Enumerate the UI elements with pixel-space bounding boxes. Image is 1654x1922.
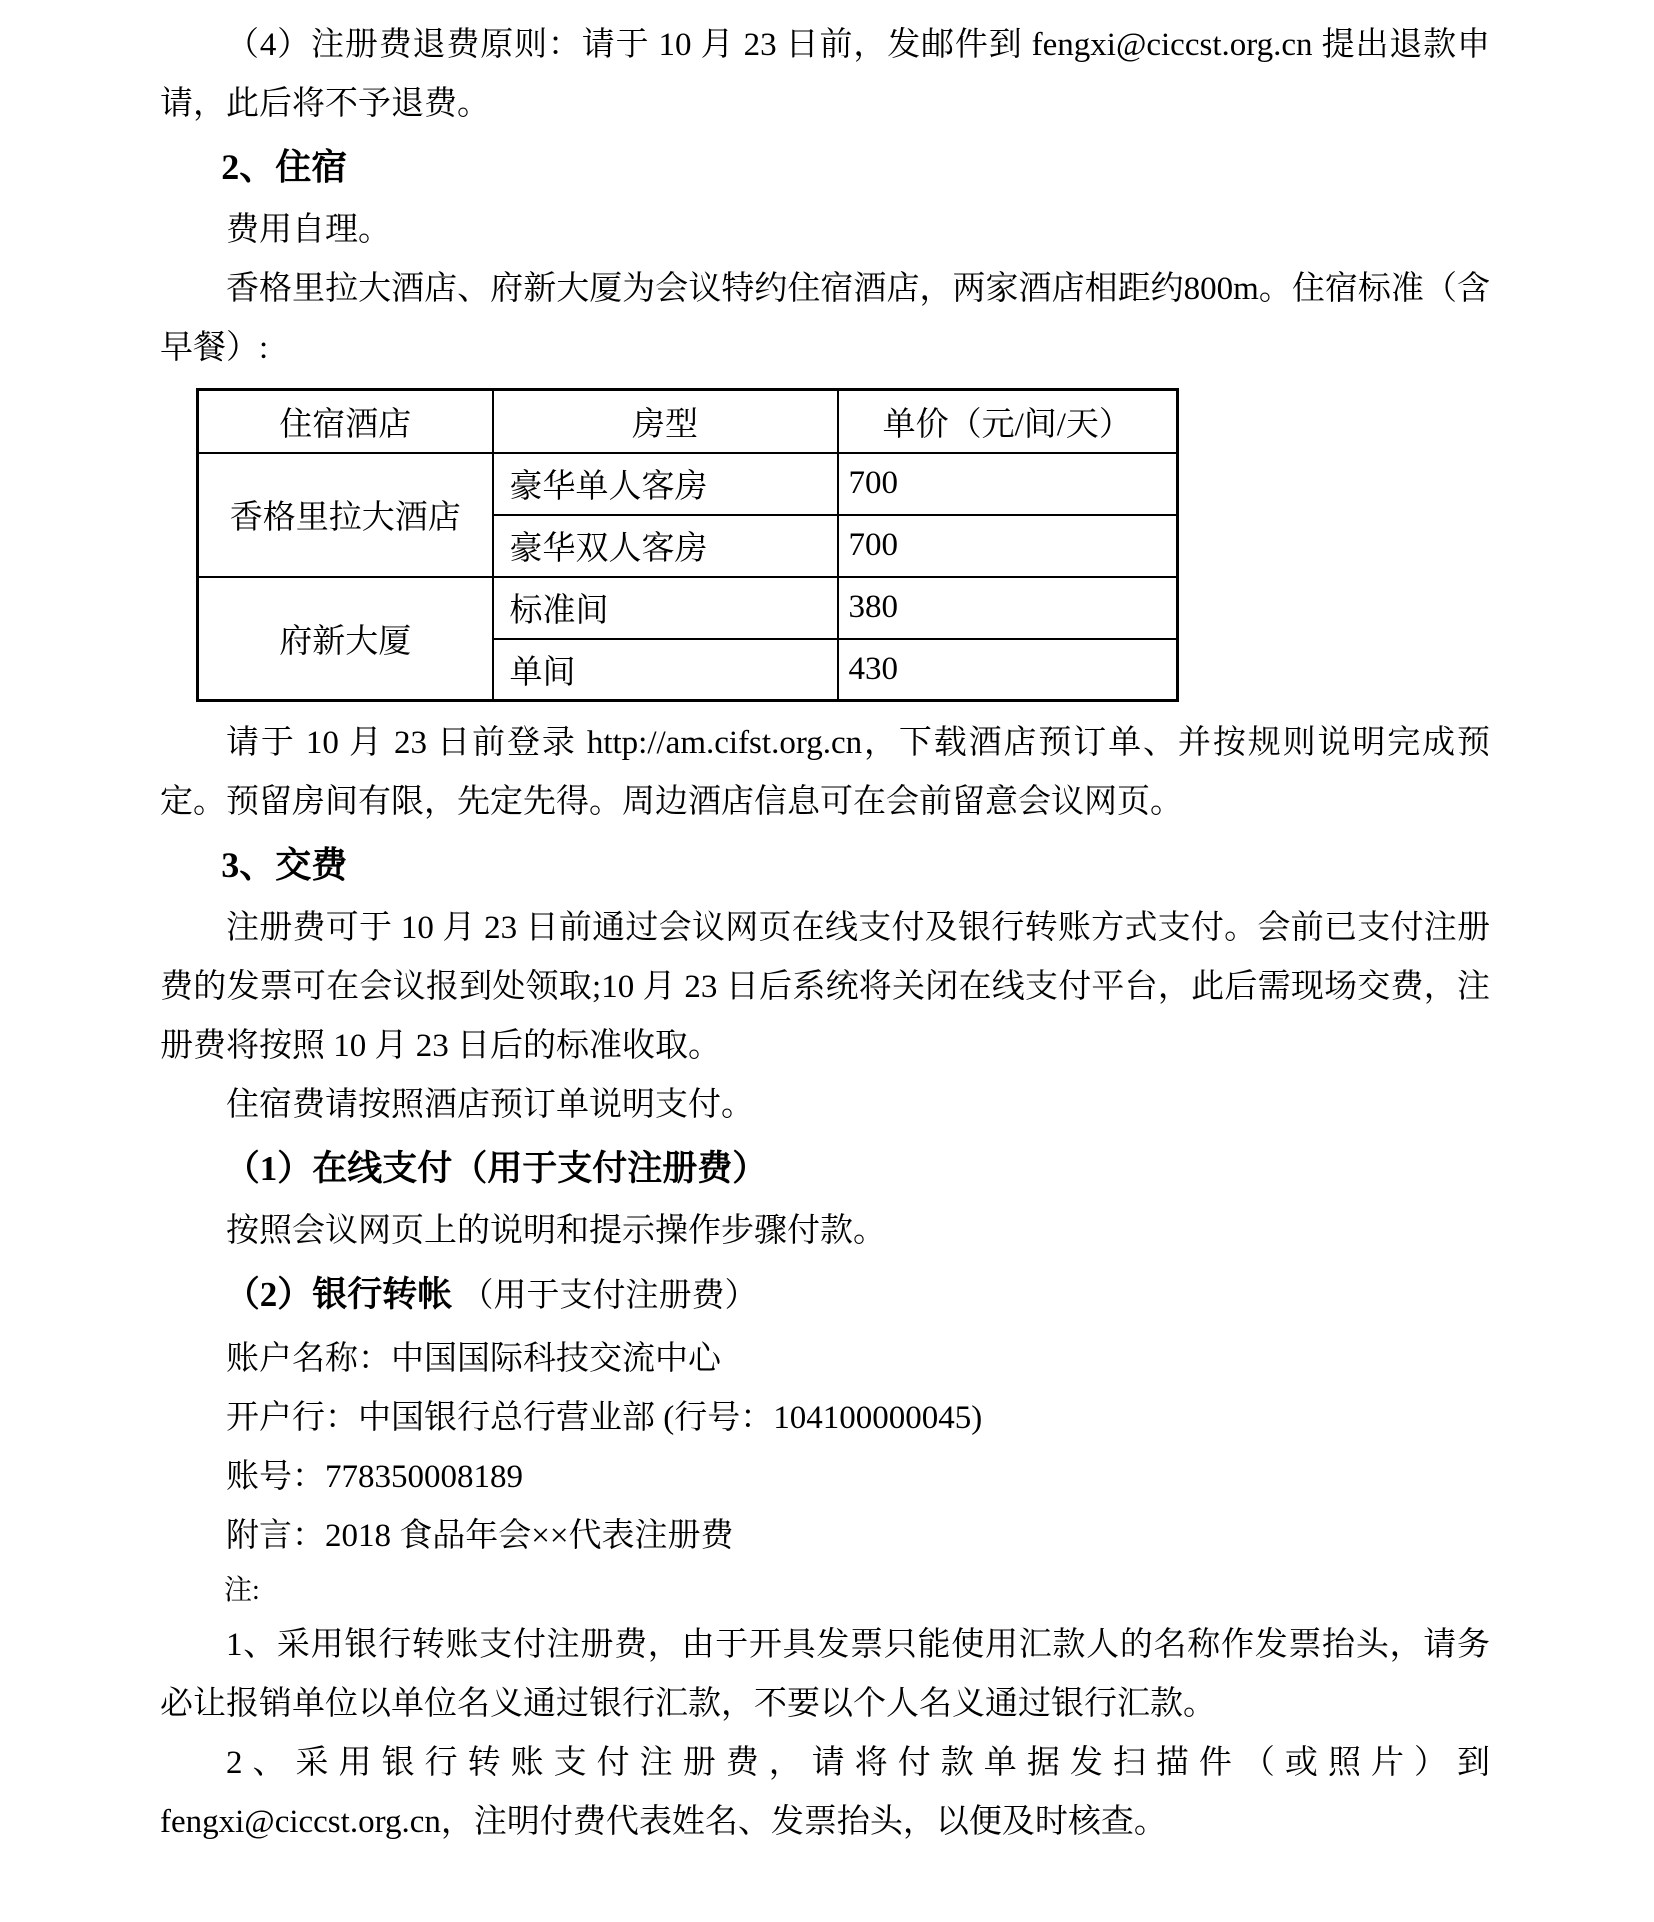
table-cell-price: 430 — [838, 639, 1178, 701]
table-header-hotel: 住宿酒店 — [198, 390, 493, 453]
table-header-price: 单价（元/间/天） — [838, 390, 1178, 453]
bank-transfer-heading-note: （用于支付注册费） — [452, 1278, 758, 1314]
table-row — [198, 453, 1178, 515]
section-heading-payment: 3、交费 — [221, 845, 348, 885]
paragraph-bank-branch: 开户行：中国银行总行营业部 (行号：104100000045) — [226, 1400, 983, 1436]
table-cell-hotel-shangrila: 香格里拉大酒店 — [198, 453, 493, 577]
table-cell-room-type: 豪华双人客房 — [493, 515, 838, 577]
sub-heading-bank-transfer — [160, 1265, 1490, 1326]
paragraph-account-name: 账户名称：中国国际科技交流中心 — [226, 1341, 721, 1377]
bank-transfer-heading-bold: （2）银行转帐 — [224, 1275, 453, 1314]
sub-heading-online-payment — [160, 1139, 1490, 1198]
table-cell-room-type: 标准间 — [493, 577, 838, 639]
paragraph-account-number: 账号：778350008189 — [226, 1459, 523, 1495]
paragraph-hotels-intro: 香格里拉大酒店、府新大厦为会议特约住宿酒店，两家酒店相距约800m。住宿标准（含早餐）: — [160, 271, 1490, 366]
table-cell-price: 380 — [838, 577, 1178, 639]
table-cell-price: 700 — [838, 453, 1178, 515]
table-header-room-type: 房型 — [493, 390, 838, 453]
paragraph-registration-pay: 注册费可于 10 月 23 日前通过会议网页在线支付及银行转账方式支付。会前已支付注册费的发票可在会议报到处领取;10 月 23 日后系统将关闭在线支付平台，此后需现场交费，注册费将按照 10 月 23 日后的标准收取。 — [160, 910, 1490, 1064]
online-payment-heading-text: （1）在线支付（用于支付注册费） — [224, 1149, 768, 1188]
paragraph-hotel-fee: 住宿费请按照酒店预订单说明支付。 — [226, 1087, 754, 1123]
section-heading-accommodation: 2、住宿 — [221, 147, 348, 187]
paragraph-self-pay: 费用自理。 — [226, 212, 391, 248]
table-cell-room-type: 单间 — [493, 639, 838, 701]
paragraph-booking-note: 请于 10 月 23 日前登录 http://am.cifst.org.cn，下载酒店预订单、并按规则说明完成预定。预留房间有限，先定先得。周边酒店信息可在会前留意会议网页。 — [160, 725, 1490, 820]
paragraph-note-2: 2、采用银行转账支付注册费，请将付款单据发扫描件（或照片）到fengxi@ciccst.org.cn，注明付费代表姓名、发票抬头，以便及时核查。 — [160, 1745, 1490, 1840]
paragraph-online-payment: 按照会议网页上的说明和提示操作步骤付款。 — [226, 1213, 886, 1249]
paragraph-note-1: 1、采用银行转账支付注册费，由于开具发票只能使用汇款人的名称作发票抬头，请务必让报销单位以单位名义通过银行汇款，不要以个人名义通过银行汇款。 — [160, 1627, 1490, 1722]
paragraph-refund-policy: （4）注册费退费原则：请于 10 月 23 日前，发邮件到 fengxi@ciccst.org.cn 提出退款申请，此后将不予退费。 — [160, 27, 1490, 122]
table-header-row — [198, 390, 1178, 453]
accommodation-price-table — [196, 388, 1179, 702]
paragraph-memo: 附言：2018 食品年会××代表注册费 — [226, 1518, 734, 1554]
note-label: 注: — [224, 1575, 260, 1606]
table-cell-price: 700 — [838, 515, 1178, 577]
table-row — [198, 577, 1178, 639]
table-cell-hotel-fuxin: 府新大厦 — [198, 577, 493, 701]
table-cell-room-type: 豪华单人客房 — [493, 453, 838, 515]
